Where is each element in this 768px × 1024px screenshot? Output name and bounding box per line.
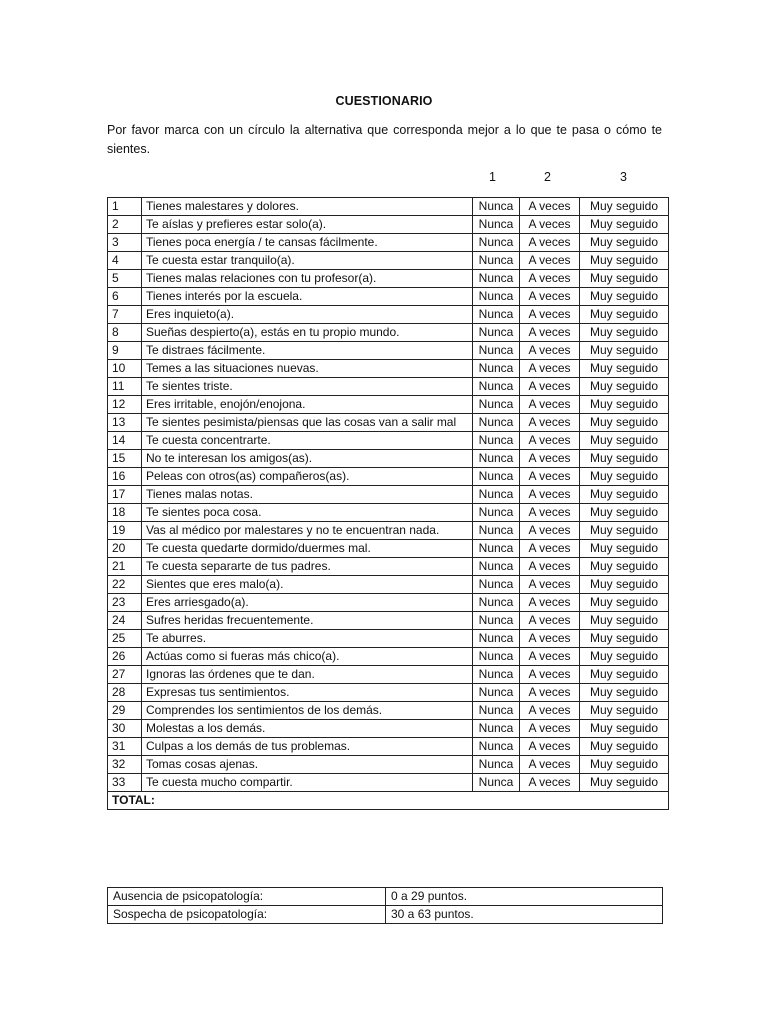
- question-text: Expresas tus sentimientos.: [142, 684, 473, 702]
- question-number: 25: [108, 630, 142, 648]
- option-nunca[interactable]: Nunca: [473, 486, 520, 504]
- option-muy-seguido[interactable]: Muy seguido: [580, 252, 669, 270]
- question-text: Vas al médico por malestares y no te encuentran nada.: [142, 522, 473, 540]
- question-number: 24: [108, 612, 142, 630]
- question-text: Actúas como si fueras más chico(a).: [142, 648, 473, 666]
- option-nunca[interactable]: Nunca: [473, 450, 520, 468]
- option-a-veces[interactable]: A veces: [520, 594, 580, 612]
- question-number: 4: [108, 252, 142, 270]
- option-muy-seguido[interactable]: Muy seguido: [580, 378, 669, 396]
- question-row: [108, 630, 669, 648]
- option-muy-seguido[interactable]: Muy seguido: [580, 648, 669, 666]
- option-a-veces[interactable]: A veces: [520, 720, 580, 738]
- option-nunca[interactable]: Nunca: [473, 684, 520, 702]
- question-number: 13: [108, 414, 142, 432]
- instructions-text: Por favor marca con un círculo la alternativa que corresponda mejor a lo que te pasa o cómo te sientes.: [107, 123, 662, 156]
- option-a-veces[interactable]: A veces: [520, 360, 580, 378]
- option-muy-seguido[interactable]: Muy seguido: [580, 522, 669, 540]
- question-number: 18: [108, 504, 142, 522]
- option-a-veces[interactable]: A veces: [520, 216, 580, 234]
- option-a-veces[interactable]: A veces: [520, 378, 580, 396]
- question-text: Te sientes poca cosa.: [142, 504, 473, 522]
- question-text: Tienes malas relaciones con tu profesor(a).: [142, 270, 473, 288]
- option-muy-seguido[interactable]: Muy seguido: [580, 360, 669, 378]
- option-muy-seguido[interactable]: Muy seguido: [580, 576, 669, 594]
- result-row: [108, 888, 663, 906]
- option-nunca[interactable]: Nunca: [473, 558, 520, 576]
- option-muy-seguido[interactable]: Muy seguido: [580, 342, 669, 360]
- question-text: Eres irritable, enojón/enojona.: [142, 396, 473, 414]
- scale-label-2: 2: [544, 170, 551, 184]
- question-number: 19: [108, 522, 142, 540]
- option-a-veces[interactable]: A veces: [520, 522, 580, 540]
- option-muy-seguido[interactable]: Muy seguido: [580, 540, 669, 558]
- option-a-veces[interactable]: A veces: [520, 702, 580, 720]
- option-muy-seguido[interactable]: Muy seguido: [580, 558, 669, 576]
- question-row: [108, 774, 669, 792]
- question-row: [108, 522, 669, 540]
- option-muy-seguido[interactable]: Muy seguido: [580, 324, 669, 342]
- result-row: [108, 906, 663, 924]
- question-number: 23: [108, 594, 142, 612]
- option-muy-seguido[interactable]: Muy seguido: [580, 432, 669, 450]
- question-text: Peleas con otros(as) compañeros(as).: [142, 468, 473, 486]
- option-muy-seguido[interactable]: Muy seguido: [580, 612, 669, 630]
- option-a-veces[interactable]: A veces: [520, 198, 580, 216]
- scale-label-3: 3: [620, 170, 627, 184]
- option-muy-seguido[interactable]: Muy seguido: [580, 234, 669, 252]
- option-nunca[interactable]: Nunca: [473, 720, 520, 738]
- result-range: 0 a 29 puntos.: [386, 888, 663, 906]
- question-row: [108, 216, 669, 234]
- question-number: 27: [108, 666, 142, 684]
- question-number: 20: [108, 540, 142, 558]
- option-muy-seguido[interactable]: Muy seguido: [580, 198, 669, 216]
- question-row: [108, 288, 669, 306]
- question-text: Eres arriesgado(a).: [142, 594, 473, 612]
- option-nunca[interactable]: Nunca: [473, 630, 520, 648]
- option-nunca[interactable]: Nunca: [473, 396, 520, 414]
- option-nunca[interactable]: Nunca: [473, 234, 520, 252]
- option-nunca[interactable]: Nunca: [473, 270, 520, 288]
- question-number: 6: [108, 288, 142, 306]
- option-nunca[interactable]: Nunca: [473, 612, 520, 630]
- question-row: [108, 378, 669, 396]
- option-muy-seguido[interactable]: Muy seguido: [580, 666, 669, 684]
- option-muy-seguido[interactable]: Muy seguido: [580, 396, 669, 414]
- question-text: Sufres heridas frecuentemente.: [142, 612, 473, 630]
- option-nunca[interactable]: Nunca: [473, 252, 520, 270]
- option-muy-seguido[interactable]: Muy seguido: [580, 702, 669, 720]
- question-text: Te sientes triste.: [142, 378, 473, 396]
- question-text: Temes a las situaciones nuevas.: [142, 360, 473, 378]
- option-muy-seguido[interactable]: Muy seguido: [580, 630, 669, 648]
- option-a-veces[interactable]: A veces: [520, 666, 580, 684]
- option-muy-seguido[interactable]: Muy seguido: [580, 594, 669, 612]
- option-nunca[interactable]: Nunca: [473, 522, 520, 540]
- question-row: [108, 198, 669, 216]
- question-text: Sueñas despierto(a), estás en tu propio mundo.: [142, 324, 473, 342]
- question-row: [108, 702, 669, 720]
- question-row: [108, 558, 669, 576]
- question-row: [108, 450, 669, 468]
- question-text: Tomas cosas ajenas.: [142, 756, 473, 774]
- option-a-veces[interactable]: A veces: [520, 288, 580, 306]
- question-row: [108, 756, 669, 774]
- question-text: Te cuesta quedarte dormido/duermes mal.: [142, 540, 473, 558]
- option-muy-seguido[interactable]: Muy seguido: [580, 414, 669, 432]
- question-row: [108, 612, 669, 630]
- option-muy-seguido[interactable]: Muy seguido: [580, 774, 669, 792]
- option-nunca[interactable]: Nunca: [473, 666, 520, 684]
- option-nunca[interactable]: Nunca: [473, 774, 520, 792]
- question-text: Tienes poca energía / te cansas fácilmente.: [142, 234, 473, 252]
- option-nunca[interactable]: Nunca: [473, 198, 520, 216]
- question-number: 5: [108, 270, 142, 288]
- option-a-veces[interactable]: A veces: [520, 270, 580, 288]
- question-number: 28: [108, 684, 142, 702]
- question-text: Te cuesta estar tranquilo(a).: [142, 252, 473, 270]
- option-a-veces[interactable]: A veces: [520, 432, 580, 450]
- question-number: 12: [108, 396, 142, 414]
- option-nunca[interactable]: Nunca: [473, 702, 520, 720]
- option-nunca[interactable]: Nunca: [473, 432, 520, 450]
- result-range: 30 a 63 puntos.: [386, 906, 663, 924]
- questionnaire-table: [107, 197, 669, 810]
- question-number: 32: [108, 756, 142, 774]
- option-nunca[interactable]: Nunca: [473, 594, 520, 612]
- option-a-veces[interactable]: A veces: [520, 630, 580, 648]
- question-row: [108, 648, 669, 666]
- option-nunca[interactable]: Nunca: [473, 738, 520, 756]
- option-a-veces[interactable]: A veces: [520, 576, 580, 594]
- option-a-veces[interactable]: A veces: [520, 504, 580, 522]
- option-muy-seguido[interactable]: Muy seguido: [580, 756, 669, 774]
- question-text: Te distraes fácilmente.: [142, 342, 473, 360]
- question-number: 29: [108, 702, 142, 720]
- question-row: [108, 576, 669, 594]
- question-row: [108, 720, 669, 738]
- question-number: 22: [108, 576, 142, 594]
- question-row: [108, 342, 669, 360]
- option-nunca[interactable]: Nunca: [473, 324, 520, 342]
- question-text: Te cuesta mucho compartir.: [142, 774, 473, 792]
- option-a-veces[interactable]: A veces: [520, 612, 580, 630]
- question-row: [108, 486, 669, 504]
- option-a-veces[interactable]: A veces: [520, 684, 580, 702]
- option-nunca[interactable]: Nunca: [473, 360, 520, 378]
- question-number: 16: [108, 468, 142, 486]
- option-a-veces[interactable]: A veces: [520, 234, 580, 252]
- option-a-veces[interactable]: A veces: [520, 324, 580, 342]
- total-label: TOTAL:: [108, 792, 669, 810]
- option-nunca[interactable]: Nunca: [473, 756, 520, 774]
- question-row: [108, 324, 669, 342]
- question-number: 11: [108, 378, 142, 396]
- option-nunca[interactable]: Nunca: [473, 540, 520, 558]
- option-muy-seguido[interactable]: Muy seguido: [580, 288, 669, 306]
- option-muy-seguido[interactable]: Muy seguido: [580, 216, 669, 234]
- option-a-veces[interactable]: A veces: [520, 342, 580, 360]
- question-number: 33: [108, 774, 142, 792]
- question-text: Ignoras las órdenes que te dan.: [142, 666, 473, 684]
- question-number: 17: [108, 486, 142, 504]
- question-text: Comprendes los sentimientos de los demás.: [142, 702, 473, 720]
- question-number: 21: [108, 558, 142, 576]
- option-muy-seguido[interactable]: Muy seguido: [580, 450, 669, 468]
- question-row: [108, 360, 669, 378]
- question-text: Te aíslas y prefieres estar solo(a).: [142, 216, 473, 234]
- option-nunca[interactable]: Nunca: [473, 504, 520, 522]
- option-a-veces[interactable]: A veces: [520, 558, 580, 576]
- question-text: No te interesan los amigos(as).: [142, 450, 473, 468]
- option-nunca[interactable]: Nunca: [473, 216, 520, 234]
- question-number: 1: [108, 198, 142, 216]
- option-muy-seguido[interactable]: Muy seguido: [580, 738, 669, 756]
- document-title: CUESTIONARIO: [335, 94, 433, 108]
- question-text: Te cuesta separarte de tus padres.: [142, 558, 473, 576]
- option-a-veces[interactable]: A veces: [520, 774, 580, 792]
- question-row: [108, 594, 669, 612]
- question-row: [108, 414, 669, 432]
- question-number: 2: [108, 216, 142, 234]
- option-a-veces[interactable]: A veces: [520, 450, 580, 468]
- option-nunca[interactable]: Nunca: [473, 576, 520, 594]
- question-row: [108, 234, 669, 252]
- option-nunca[interactable]: Nunca: [473, 342, 520, 360]
- option-muy-seguido[interactable]: Muy seguido: [580, 486, 669, 504]
- question-row: [108, 468, 669, 486]
- question-text: Te cuesta concentrarte.: [142, 432, 473, 450]
- question-row: [108, 540, 669, 558]
- total-row: [108, 792, 669, 810]
- option-a-veces[interactable]: A veces: [520, 252, 580, 270]
- question-row: [108, 504, 669, 522]
- results-table: [107, 887, 663, 924]
- question-number: 14: [108, 432, 142, 450]
- question-number: 7: [108, 306, 142, 324]
- question-number: 9: [108, 342, 142, 360]
- question-text: Eres inquieto(a).: [142, 306, 473, 324]
- option-muy-seguido[interactable]: Muy seguido: [580, 504, 669, 522]
- question-row: [108, 306, 669, 324]
- question-number: 8: [108, 324, 142, 342]
- question-row: [108, 738, 669, 756]
- result-label: Ausencia de psicopatología:: [108, 888, 386, 906]
- option-a-veces[interactable]: A veces: [520, 486, 580, 504]
- option-muy-seguido[interactable]: Muy seguido: [580, 468, 669, 486]
- result-label: Sospecha de psicopatología:: [108, 906, 386, 924]
- question-row: [108, 396, 669, 414]
- question-text: Culpas a los demás de tus problemas.: [142, 738, 473, 756]
- question-text: Sientes que eres malo(a).: [142, 576, 473, 594]
- question-number: 31: [108, 738, 142, 756]
- question-text: Tienes interés por la escuela.: [142, 288, 473, 306]
- scale-label-1: 1: [489, 170, 496, 184]
- question-number: 15: [108, 450, 142, 468]
- question-row: [108, 252, 669, 270]
- option-nunca[interactable]: Nunca: [473, 306, 520, 324]
- option-a-veces[interactable]: A veces: [520, 756, 580, 774]
- question-number: 3: [108, 234, 142, 252]
- option-a-veces[interactable]: A veces: [520, 540, 580, 558]
- option-nunca[interactable]: Nunca: [473, 468, 520, 486]
- option-nunca[interactable]: Nunca: [473, 648, 520, 666]
- question-row: [108, 270, 669, 288]
- question-row: [108, 666, 669, 684]
- option-muy-seguido[interactable]: Muy seguido: [580, 270, 669, 288]
- option-muy-seguido[interactable]: Muy seguido: [580, 720, 669, 738]
- option-a-veces[interactable]: A veces: [520, 306, 580, 324]
- question-row: [108, 684, 669, 702]
- option-nunca[interactable]: Nunca: [473, 414, 520, 432]
- option-a-veces[interactable]: A veces: [520, 396, 580, 414]
- question-number: 26: [108, 648, 142, 666]
- option-muy-seguido[interactable]: Muy seguido: [580, 684, 669, 702]
- option-a-veces[interactable]: A veces: [520, 414, 580, 432]
- question-text: Te aburres.: [142, 630, 473, 648]
- question-text: Tienes malas notas.: [142, 486, 473, 504]
- option-nunca[interactable]: Nunca: [473, 378, 520, 396]
- questionnaire-body: [108, 198, 669, 792]
- question-row: [108, 432, 669, 450]
- option-muy-seguido[interactable]: Muy seguido: [580, 306, 669, 324]
- question-number: 10: [108, 360, 142, 378]
- option-a-veces[interactable]: A veces: [520, 738, 580, 756]
- option-a-veces[interactable]: A veces: [520, 648, 580, 666]
- question-text: Molestas a los demás.: [142, 720, 473, 738]
- option-nunca[interactable]: Nunca: [473, 288, 520, 306]
- question-text: Tienes malestares y dolores.: [142, 198, 473, 216]
- question-number: 30: [108, 720, 142, 738]
- question-text: Te sientes pesimista/piensas que las cosas van a salir mal: [142, 414, 473, 432]
- option-a-veces[interactable]: A veces: [520, 468, 580, 486]
